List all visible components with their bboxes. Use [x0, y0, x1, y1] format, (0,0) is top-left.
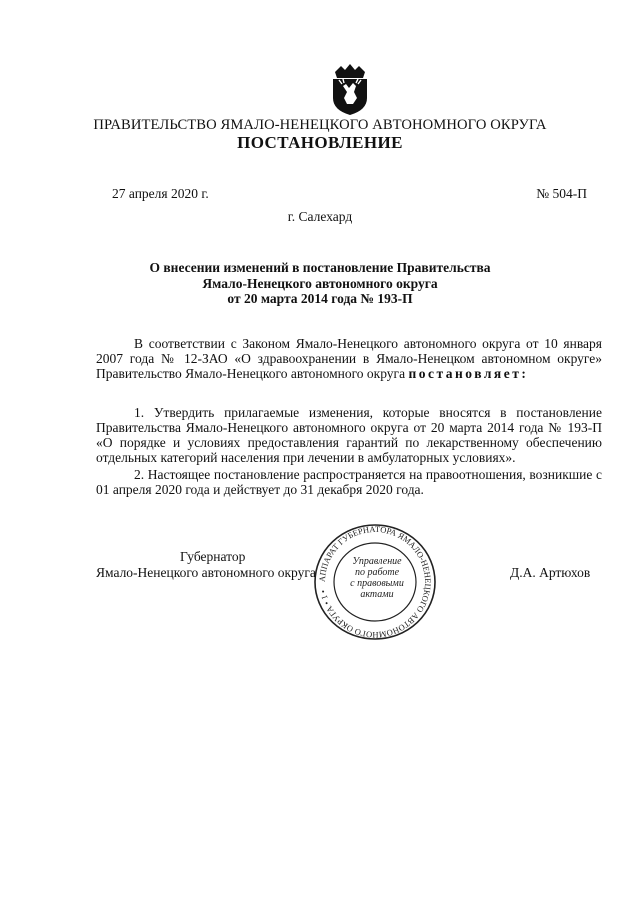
seal-ring-text: АППАРАТ ГУБЕРНАТОРА ЯМАЛО-НЕНЕЦКОГО АВТОНОМНОГО ОКРУГА • 1 •: [316, 523, 434, 641]
seal-line-3: с правовыми: [350, 578, 404, 589]
document-number: № 504-П: [536, 186, 587, 201]
seal-line-4: актами: [360, 589, 394, 600]
document-title: [0, 260, 640, 307]
document-date: 27 апреля 2020 г.: [112, 186, 209, 201]
title-line-1: О внесении изменений в постановление Правительства: [149, 260, 491, 275]
resolves-word: постановляет:: [408, 366, 529, 381]
document-type: ПОСТАНОВЛЕНИЕ: [237, 133, 403, 152]
preamble-paragraph: [96, 336, 602, 381]
title-line-3: от 20 марта 2014 года № 193-П: [227, 291, 413, 306]
title-line-2: Ямало-Ненецкого автономного округа: [202, 275, 438, 291]
preamble-text: В соответствии с Законом Ямало-Ненецкого автономного округа от 10 января 2007 года № 12-ЗАО «О здравоохранении в Ямало-Ненецком автономном округе» Правительство Ямало-Ненецкого автономного округа: [96, 336, 602, 381]
item-1-paragraph: 1. Утвердить прилагаемые изменения, которые вносятся в постановление Правительства Ямало-Ненецкого автономного округа от 20 марта 2014 года № 193-П «О порядке и условиях предоставления гарантий по лекарственному обеспечению отдельных категорий населения при лечении в амбулаторных условиях».: [96, 405, 602, 465]
signatory-position-1: Губернатор: [180, 549, 246, 564]
seal-line-1: Управление: [352, 556, 402, 567]
signatory-position-2: Ямало-Ненецкого автономного округа: [96, 565, 316, 580]
signatory-name: Д.А. Артюхов: [510, 565, 591, 580]
seal-center-text: [344, 556, 410, 600]
seal-line-2: по работе: [354, 567, 400, 578]
coat-of-arms-icon: [327, 62, 373, 116]
item-2-paragraph: 2. Настоящее постановление распространяется на правоотношения, возникшие с 01 апреля 2020 года и действует до 31 декабря 2020 года.: [96, 467, 602, 497]
document-city: г. Салехард: [287, 209, 353, 224]
government-name: ПРАВИТЕЛЬСТВО ЯМАЛО-НЕНЕЦКОГО АВТОНОМНОГО ОКРУГА: [93, 117, 547, 133]
